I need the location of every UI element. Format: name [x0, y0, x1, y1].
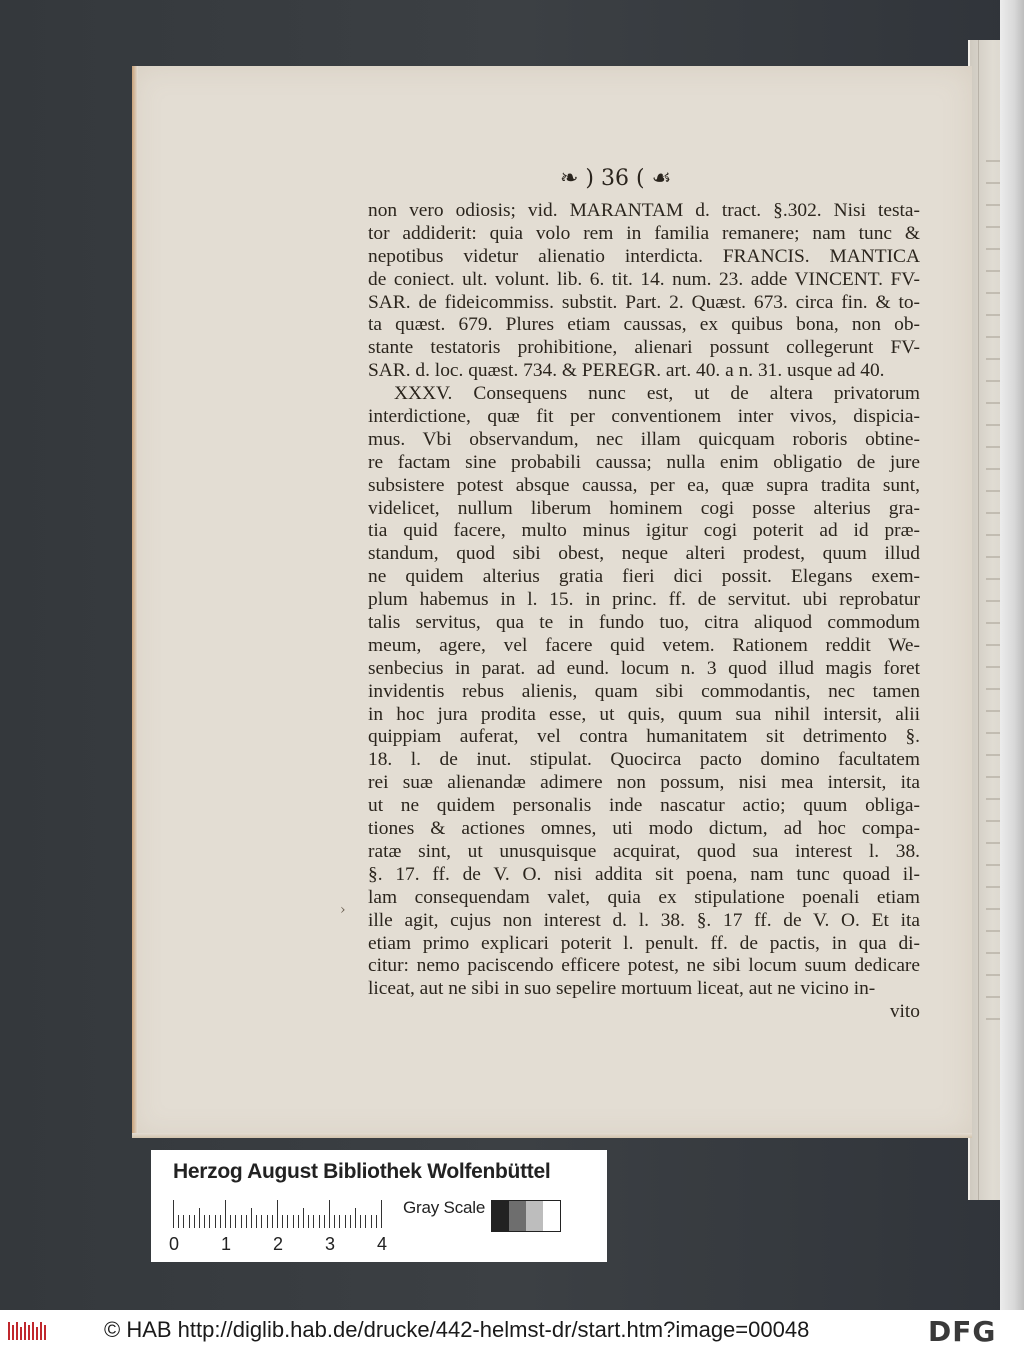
- text-line: rei suæ alienandæ adimere non possum, nisi mea intersit, ita: [368, 772, 920, 794]
- copyright-url-text: © HAB http://diglib.hab.de/drucke/442-helmst-dr/start.htm?image=00048: [104, 1317, 810, 1342]
- page-edge-bottom: [132, 1133, 972, 1138]
- ruler-number: 3: [325, 1234, 336, 1254]
- dfg-logo: DFG: [928, 1315, 997, 1348]
- gray-swatch: [509, 1201, 526, 1231]
- gray-swatch: [492, 1201, 509, 1231]
- text-line: subsistere potest absque caussa, per ea, quæ supra tradita sunt,: [368, 474, 920, 496]
- ruler-tick: [360, 1215, 361, 1228]
- text-line: ne quidem alterius gratia fieri dici possit. Elegans exem-: [368, 566, 920, 588]
- ruler-tick: [282, 1215, 283, 1228]
- library-title: Herzog August Bibliothek Wolfenbüttel: [173, 1160, 551, 1183]
- ruler-tick: [178, 1215, 179, 1228]
- text-line: meum, agere, vel facere quid vetem. Rationem reddit We-: [368, 634, 920, 656]
- ruler-tick: [313, 1215, 314, 1228]
- text-line: lam consequendam valet, quia ex stipulatione poenali etiam: [368, 886, 920, 908]
- ruler-tick: [329, 1200, 330, 1228]
- text-line: ratæ sint, ut unusquisque acquirat, quod sua interest l. 38.: [368, 840, 920, 862]
- ruler-number: 2: [273, 1234, 284, 1254]
- text-line: tiones & actiones omnes, uti modo dictum, ad hoc compa-: [368, 818, 920, 840]
- ruler-tick: [303, 1208, 304, 1228]
- ruler-tick: [256, 1215, 257, 1228]
- ruler-tick: [293, 1215, 294, 1228]
- hab-logo-icon: [6, 1319, 48, 1343]
- text-line: stante testatoris prohibitione, alienari possunt collegerunt FV-: [368, 337, 920, 359]
- text-line: vito: [889, 1001, 920, 1023]
- text-line: interdictione, quæ fit per conventionem inter vivos, dispicia-: [368, 406, 920, 428]
- adjacent-page-edge: [978, 40, 979, 1200]
- ruler-tick: [261, 1215, 262, 1228]
- text-line: talis servitus, qua te in fundo tuo, citra aliquod commodum: [368, 612, 920, 634]
- ruler-tick: [371, 1215, 372, 1228]
- text-line: non vero odiosis; vid. MARANTAM d. tract. §.302. Nisi testa-: [368, 200, 920, 221]
- ruler-tick: [225, 1200, 226, 1228]
- ruler-number: 1: [221, 1234, 232, 1254]
- text-line: citur: nemo paciscendo efficere potest, ne sibi locum suum dedicare: [368, 955, 920, 977]
- text-line: SAR. d. loc. quæst. 734. & PEREGR. art. 40. a n. 31. usque ad 40.: [368, 360, 885, 382]
- ruler-tick: [277, 1200, 278, 1228]
- library-label: [151, 1150, 607, 1262]
- ruler-tick: [246, 1215, 247, 1228]
- ruler-tick: [376, 1215, 377, 1228]
- ruler-tick: [298, 1215, 299, 1228]
- text-line: tor addiderit: quia volo rem in familia remanere; nam tunc &: [368, 222, 920, 244]
- ruler-tick: [173, 1200, 174, 1228]
- ruler-number: 0: [169, 1234, 180, 1254]
- ruler-tick: [220, 1215, 221, 1228]
- text-line: standum, quod sibi obest, neque alteri prodest, quum illud: [368, 543, 920, 565]
- footer-bar: [0, 1310, 1024, 1351]
- ruler-tick: [230, 1215, 231, 1228]
- ruler-tick: [334, 1215, 335, 1228]
- ruler-tick: [319, 1215, 320, 1228]
- ruler-tick: [308, 1215, 309, 1228]
- ruler-tick: [204, 1215, 205, 1228]
- gray-swatch: [543, 1201, 560, 1231]
- gray-scale-swatches: [491, 1200, 561, 1232]
- ruler-tick: [251, 1208, 252, 1228]
- ruler-tick: [235, 1215, 236, 1228]
- page-number-header: ❧ ) 36 ( ☙: [560, 166, 672, 191]
- text-line: de coniect. ult. volunt. lib. 6. tit. 14. num. 23. adde VINCENT. FV-: [368, 268, 920, 290]
- ruler-tick: [324, 1215, 325, 1228]
- text-line: SAR. de fideicommiss. substit. Part. 2. Quæst. 673. circa fin. & to-: [368, 291, 920, 313]
- ruler-tick: [215, 1215, 216, 1228]
- ruler-tick: [241, 1215, 242, 1228]
- ruler-numbers: [169, 1234, 399, 1256]
- ruler-number: 4: [377, 1234, 388, 1254]
- ruler-tick: [183, 1215, 184, 1228]
- page-edge-left: [132, 66, 138, 1138]
- scale-ruler: [173, 1200, 389, 1228]
- text-line: senbecius in parat. ad eund. locum n. 3 quod illud magis foret: [368, 657, 920, 679]
- book-binding: [1000, 0, 1024, 1310]
- ruler-tick: [267, 1215, 268, 1228]
- text-line: mus. Vbi observandum, nec illam quicquam roboris obtine-: [368, 428, 920, 450]
- text-line: XXXV. Consequens nunc est, ut de altera privatorum: [394, 383, 920, 405]
- text-line: invidentis rebus alienis, quam sibi commodantis, nec tamen: [368, 680, 920, 702]
- ruler-tick: [350, 1215, 351, 1228]
- gray-scale-label: Gray Scale: [403, 1198, 486, 1217]
- ruler-tick: [194, 1215, 195, 1228]
- ruler-tick: [339, 1215, 340, 1228]
- ruler-tick: [209, 1215, 210, 1228]
- text-line: re factam sine probabili caussa; nulla enim obligatio de jure: [368, 451, 920, 473]
- text-line: videlicet, nullum liberum hominem cogi posse alterius gra-: [368, 497, 920, 519]
- text-line: tia quid facere, multo minus igitur cogi poterit ad id præ-: [368, 520, 920, 542]
- gray-swatch: [526, 1201, 543, 1231]
- text-line: §. 17. ff. de V. O. nisi addita sit poena, nam tunc quoad il-: [368, 863, 920, 885]
- text-line: ut ne quidem personalis inde nascatur actio; quum obliga-: [368, 795, 920, 817]
- ruler-tick: [381, 1200, 382, 1228]
- ruler-tick: [199, 1208, 200, 1228]
- text-line: in hoc jura prodita esse, ut quis, quum sua nihil intersit, alii: [368, 703, 920, 725]
- text-line: 18. l. de inut. stipulat. Quocirca pacto domino facultatem: [368, 749, 920, 771]
- ruler-tick: [345, 1215, 346, 1228]
- margin-mark: ›: [340, 902, 346, 918]
- text-line: etiam primo explicari poterit l. penult. ff. de pactis, in qua di-: [368, 932, 920, 954]
- ruler-tick: [355, 1208, 356, 1228]
- text-line: nepotibus videtur alienatio interdicta. FRANCIS. MANTICA: [368, 245, 920, 267]
- text-line: quippiam auferat, vel contra humanitatem sit detrimento §.: [368, 726, 920, 748]
- text-line: plum habemus in l. 15. in princ. ff. de servitut. ubi reprobatur: [368, 589, 920, 611]
- text-line: liceat, aut ne sibi in suo sepelire mortuum liceat, aut ne vicino in-: [368, 978, 876, 1000]
- ruler-tick: [365, 1215, 366, 1228]
- page-body-text: [368, 200, 920, 1024]
- ruler-tick: [272, 1215, 273, 1228]
- ruler-tick: [189, 1215, 190, 1228]
- ruler-tick: [287, 1215, 288, 1228]
- text-line: ta quæst. 679. Plures etiam caussas, ex quibus bona, non ob-: [368, 314, 920, 336]
- text-line: ille agit, cujus non interest d. l. 38. §. 17 ff. de V. O. Et ita: [368, 909, 920, 931]
